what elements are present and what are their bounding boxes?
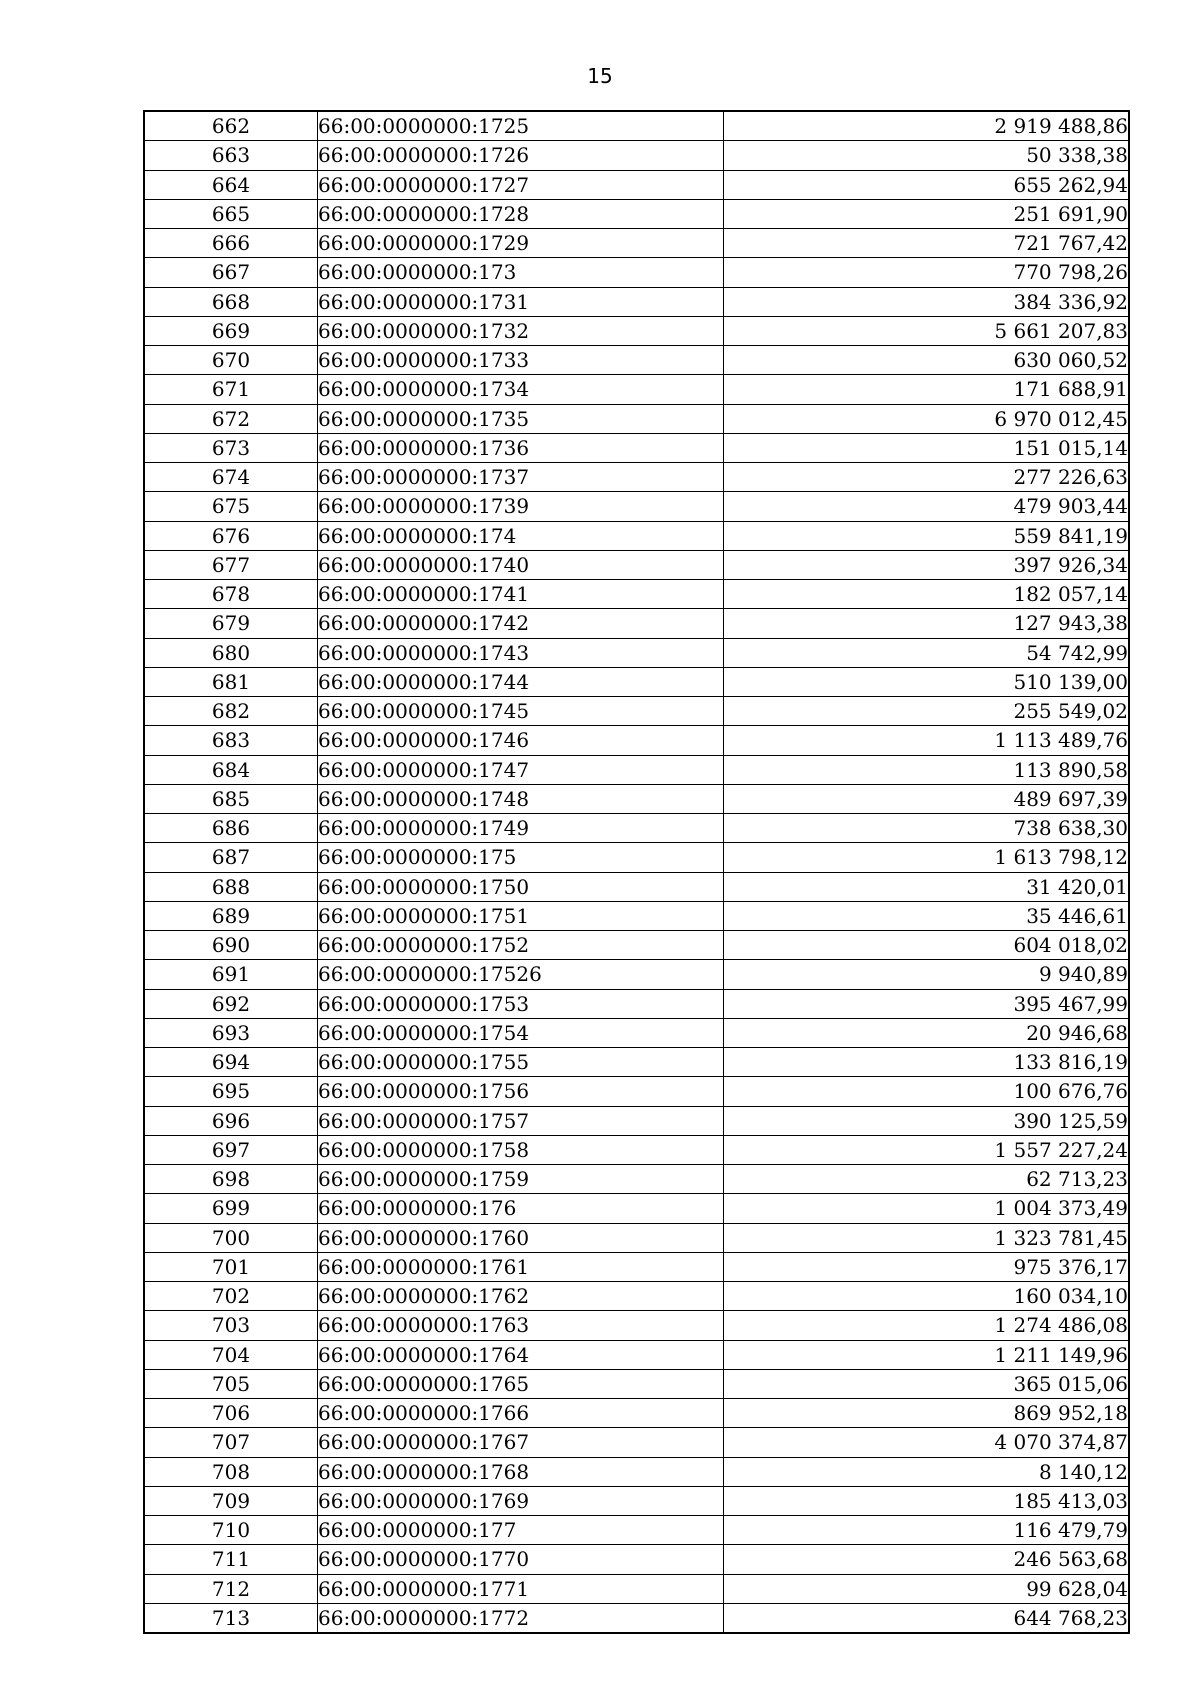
cadastral-number: 66:00:0000000:1740: [318, 550, 724, 579]
cadastral-value: 721 767,42: [724, 229, 1130, 258]
row-number: 678: [144, 580, 318, 609]
row-number: 667: [144, 258, 318, 287]
cadastral-number: 66:00:0000000:1726: [318, 141, 724, 170]
cadastral-value: 127 943,38: [724, 609, 1130, 638]
cadastral-value: 1 613 798,12: [724, 843, 1130, 872]
cadastral-value: 5 661 207,83: [724, 316, 1130, 345]
table-row: [144, 1399, 1129, 1428]
cadastral-number: 66:00:0000000:1754: [318, 1018, 724, 1047]
cadastral-value: 9 940,89: [724, 960, 1130, 989]
cadastral-number: 66:00:0000000:1737: [318, 463, 724, 492]
cadastral-value: 365 015,06: [724, 1369, 1130, 1398]
cadastral-value: 975 376,17: [724, 1252, 1130, 1281]
table-row: [144, 1252, 1129, 1281]
row-number: 699: [144, 1194, 318, 1223]
row-number: 707: [144, 1428, 318, 1457]
cadastral-value: 133 816,19: [724, 1048, 1130, 1077]
table-row: [144, 960, 1129, 989]
row-number: 693: [144, 1018, 318, 1047]
cadastral-number: 66:00:0000000:1772: [318, 1603, 724, 1633]
cadastral-number: 66:00:0000000:1761: [318, 1252, 724, 1281]
cadastral-number: 66:00:0000000:176: [318, 1194, 724, 1223]
table-row: [144, 1311, 1129, 1340]
cadastral-value: 255 549,02: [724, 697, 1130, 726]
table-row: [144, 1545, 1129, 1574]
row-number: 697: [144, 1135, 318, 1164]
cadastral-value: 100 676,76: [724, 1077, 1130, 1106]
cadastral-value: 770 798,26: [724, 258, 1130, 287]
row-number: 679: [144, 609, 318, 638]
table-row: [144, 1106, 1129, 1135]
cadastral-number: 66:00:0000000:1767: [318, 1428, 724, 1457]
row-number: 704: [144, 1340, 318, 1369]
cadastral-number: 66:00:0000000:173: [318, 258, 724, 287]
cadastral-number: 66:00:0000000:1747: [318, 755, 724, 784]
cadastral-number: 66:00:0000000:1763: [318, 1311, 724, 1340]
table-row: [144, 609, 1129, 638]
table-row: [144, 1369, 1129, 1398]
cadastral-value: 31 420,01: [724, 872, 1130, 901]
table-row: [144, 141, 1129, 170]
row-number: 711: [144, 1545, 318, 1574]
row-number: 696: [144, 1106, 318, 1135]
table-row: [144, 931, 1129, 960]
cadastral-number: 66:00:0000000:1728: [318, 199, 724, 228]
table-row: [144, 521, 1129, 550]
cadastral-number: 66:00:0000000:17526: [318, 960, 724, 989]
cadastral-value: 160 034,10: [724, 1282, 1130, 1311]
data-table: [143, 110, 1130, 1634]
page-number: 15: [587, 64, 613, 88]
row-number: 692: [144, 989, 318, 1018]
cadastral-value: 1 557 227,24: [724, 1135, 1130, 1164]
row-number: 677: [144, 550, 318, 579]
cadastral-number: 66:00:0000000:1749: [318, 814, 724, 843]
cadastral-value: 185 413,03: [724, 1486, 1130, 1515]
row-number: 672: [144, 404, 318, 433]
row-number: 681: [144, 667, 318, 696]
cadastral-value: 1 323 781,45: [724, 1223, 1130, 1252]
cadastral-value: 489 697,39: [724, 784, 1130, 813]
table-row: [144, 404, 1129, 433]
cadastral-number: 66:00:0000000:1735: [318, 404, 724, 433]
cadastral-value: 116 479,79: [724, 1516, 1130, 1545]
cadastral-value: 655 262,94: [724, 170, 1130, 199]
cadastral-number: 66:00:0000000:1769: [318, 1486, 724, 1515]
table-body: [144, 111, 1129, 1633]
table-row: [144, 989, 1129, 1018]
table-row: [144, 697, 1129, 726]
cadastral-number: 66:00:0000000:1734: [318, 375, 724, 404]
cadastral-number: 66:00:0000000:1750: [318, 872, 724, 901]
table-row: [144, 316, 1129, 345]
cadastral-value: 510 139,00: [724, 667, 1130, 696]
table-row: [144, 1516, 1129, 1545]
table-row: [144, 638, 1129, 667]
row-number: 668: [144, 287, 318, 316]
table-row: [144, 375, 1129, 404]
table-row: [144, 170, 1129, 199]
table-row: [144, 1603, 1129, 1633]
cadastral-value: 1 211 149,96: [724, 1340, 1130, 1369]
row-number: 686: [144, 814, 318, 843]
row-number: 712: [144, 1574, 318, 1603]
row-number: 700: [144, 1223, 318, 1252]
cadastral-value: 630 060,52: [724, 346, 1130, 375]
row-number: 708: [144, 1457, 318, 1486]
table-row: [144, 1194, 1129, 1223]
cadastral-value: 395 467,99: [724, 989, 1130, 1018]
cadastral-number: 66:00:0000000:1746: [318, 726, 724, 755]
cadastral-value: 1 274 486,08: [724, 1311, 1130, 1340]
cadastral-value: 2 919 488,86: [724, 111, 1130, 141]
table-row: [144, 1486, 1129, 1515]
row-number: 665: [144, 199, 318, 228]
row-number: 701: [144, 1252, 318, 1281]
cadastral-value: 246 563,68: [724, 1545, 1130, 1574]
table-row: [144, 346, 1129, 375]
cadastral-value: 6 970 012,45: [724, 404, 1130, 433]
cadastral-value: 62 713,23: [724, 1165, 1130, 1194]
cadastral-value: 4 070 374,87: [724, 1428, 1130, 1457]
cadastral-value: 1 113 489,76: [724, 726, 1130, 755]
row-number: 687: [144, 843, 318, 872]
cadastral-number: 66:00:0000000:1743: [318, 638, 724, 667]
row-number: 690: [144, 931, 318, 960]
cadastral-value: 384 336,92: [724, 287, 1130, 316]
row-number: 683: [144, 726, 318, 755]
cadastral-number: 66:00:0000000:1762: [318, 1282, 724, 1311]
cadastral-value: 50 338,38: [724, 141, 1130, 170]
cadastral-number: 66:00:0000000:1766: [318, 1399, 724, 1428]
cadastral-number: 66:00:0000000:1758: [318, 1135, 724, 1164]
row-number: 698: [144, 1165, 318, 1194]
cadastral-value: 1 004 373,49: [724, 1194, 1130, 1223]
table-row: [144, 726, 1129, 755]
row-number: 673: [144, 433, 318, 462]
cadastral-value: 738 638,30: [724, 814, 1130, 843]
row-number: 710: [144, 1516, 318, 1545]
row-number: 703: [144, 1311, 318, 1340]
row-number: 664: [144, 170, 318, 199]
table-row: [144, 492, 1129, 521]
cadastral-number: 66:00:0000000:1725: [318, 111, 724, 141]
cadastral-number: 66:00:0000000:1770: [318, 1545, 724, 1574]
table-row: [144, 1048, 1129, 1077]
table-row: [144, 784, 1129, 813]
table-row: [144, 1077, 1129, 1106]
cadastral-value: 8 140,12: [724, 1457, 1130, 1486]
row-number: 662: [144, 111, 318, 141]
cadastral-value: 99 628,04: [724, 1574, 1130, 1603]
table-row: [144, 550, 1129, 579]
cadastral-number: 66:00:0000000:1727: [318, 170, 724, 199]
table-row: [144, 229, 1129, 258]
cadastral-value: 182 057,14: [724, 580, 1130, 609]
cadastral-number: 66:00:0000000:1753: [318, 989, 724, 1018]
row-number: 682: [144, 697, 318, 726]
table-row: [144, 1223, 1129, 1252]
table-row: [144, 1340, 1129, 1369]
cadastral-number: 66:00:0000000:1752: [318, 931, 724, 960]
row-number: 689: [144, 901, 318, 930]
cadastral-number: 66:00:0000000:1742: [318, 609, 724, 638]
cadastral-number: 66:00:0000000:1731: [318, 287, 724, 316]
cadastral-number: 66:00:0000000:1760: [318, 1223, 724, 1252]
cadastral-value: 604 018,02: [724, 931, 1130, 960]
cadastral-number: 66:00:0000000:1729: [318, 229, 724, 258]
cadastral-value: 277 226,63: [724, 463, 1130, 492]
cadastral-value: 54 742,99: [724, 638, 1130, 667]
cadastral-number: 66:00:0000000:1745: [318, 697, 724, 726]
table-row: [144, 258, 1129, 287]
table-row: [144, 433, 1129, 462]
cadastral-number: 66:00:0000000:1732: [318, 316, 724, 345]
cadastral-number: 66:00:0000000:1757: [318, 1106, 724, 1135]
table-row: [144, 580, 1129, 609]
cadastral-value: 113 890,58: [724, 755, 1130, 784]
row-number: 671: [144, 375, 318, 404]
cadastral-number: 66:00:0000000:1751: [318, 901, 724, 930]
row-number: 702: [144, 1282, 318, 1311]
cadastral-value: 251 691,90: [724, 199, 1130, 228]
cadastral-value: 559 841,19: [724, 521, 1130, 550]
cadastral-value: 869 952,18: [724, 1399, 1130, 1428]
table-row: [144, 1282, 1129, 1311]
cadastral-number: 66:00:0000000:1756: [318, 1077, 724, 1106]
table-row: [144, 901, 1129, 930]
cadastral-value: 35 446,61: [724, 901, 1130, 930]
cadastral-number: 66:00:0000000:1765: [318, 1369, 724, 1398]
row-number: 680: [144, 638, 318, 667]
cadastral-value: 151 015,14: [724, 433, 1130, 462]
cadastral-value: 171 688,91: [724, 375, 1130, 404]
row-number: 666: [144, 229, 318, 258]
row-number: 670: [144, 346, 318, 375]
table-row: [144, 667, 1129, 696]
row-number: 694: [144, 1048, 318, 1077]
cadastral-number: 66:00:0000000:177: [318, 1516, 724, 1545]
cadastral-number: 66:00:0000000:1744: [318, 667, 724, 696]
cadastral-number: 66:00:0000000:1736: [318, 433, 724, 462]
table-row: [144, 199, 1129, 228]
table-row: [144, 287, 1129, 316]
table-row: [144, 1165, 1129, 1194]
row-number: 685: [144, 784, 318, 813]
row-number: 709: [144, 1486, 318, 1515]
table-row: [144, 111, 1129, 141]
row-number: 674: [144, 463, 318, 492]
row-number: 706: [144, 1399, 318, 1428]
table-row: [144, 1428, 1129, 1457]
table-row: [144, 843, 1129, 872]
cadastral-value: 390 125,59: [724, 1106, 1130, 1135]
row-number: 688: [144, 872, 318, 901]
row-number: 695: [144, 1077, 318, 1106]
cadastral-number: 66:00:0000000:1768: [318, 1457, 724, 1486]
row-number: 663: [144, 141, 318, 170]
table-row: [144, 755, 1129, 784]
cadastral-number: 66:00:0000000:1764: [318, 1340, 724, 1369]
table-row: [144, 463, 1129, 492]
row-number: 669: [144, 316, 318, 345]
row-number: 713: [144, 1603, 318, 1633]
row-number: 691: [144, 960, 318, 989]
cadastral-number: 66:00:0000000:1759: [318, 1165, 724, 1194]
table-row: [144, 1135, 1129, 1164]
table-row: [144, 1457, 1129, 1486]
table-row: [144, 1018, 1129, 1047]
row-number: 675: [144, 492, 318, 521]
table-row: [144, 1574, 1129, 1603]
cadastral-number: 66:00:0000000:1733: [318, 346, 724, 375]
cadastral-number: 66:00:0000000:1739: [318, 492, 724, 521]
cadastral-number: 66:00:0000000:1748: [318, 784, 724, 813]
cadastral-number: 66:00:0000000:1755: [318, 1048, 724, 1077]
table-row: [144, 872, 1129, 901]
row-number: 705: [144, 1369, 318, 1398]
cadastral-number: 66:00:0000000:1741: [318, 580, 724, 609]
row-number: 676: [144, 521, 318, 550]
cadastral-value: 20 946,68: [724, 1018, 1130, 1047]
table-row: [144, 814, 1129, 843]
cadastral-value: 644 768,23: [724, 1603, 1130, 1633]
cadastral-value: 479 903,44: [724, 492, 1130, 521]
cadastral-number: 66:00:0000000:175: [318, 843, 724, 872]
cadastral-value: 397 926,34: [724, 550, 1130, 579]
cadastral-number: 66:00:0000000:1771: [318, 1574, 724, 1603]
cadastral-number: 66:00:0000000:174: [318, 521, 724, 550]
row-number: 684: [144, 755, 318, 784]
